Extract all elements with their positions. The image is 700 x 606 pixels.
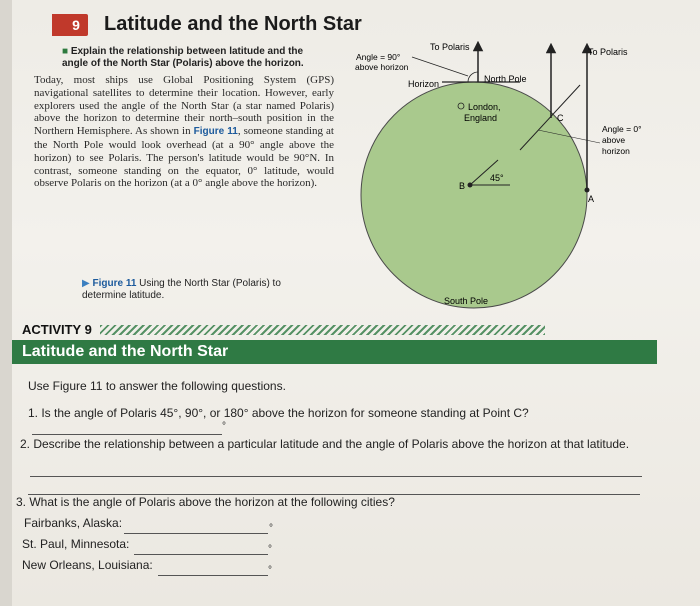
activity-title: Latitude and the North Star [22, 343, 229, 360]
question-3: 3. What is the angle of Polaris above the horizon at the following cities? [16, 495, 395, 509]
city-fairbanks: Fairbanks, Alaska: [24, 516, 123, 530]
degree-mark-fairbanks: ° [269, 523, 273, 534]
point-b-dot [468, 183, 473, 188]
degree-mark-new-orleans: ° [268, 565, 272, 576]
label-horizon: Horizon [408, 79, 440, 89]
objective-text: Explain the relationship between latitude and the angle of the North Star (Polaris) above the horizon. [62, 46, 304, 69]
city-st-paul: St. Paul, Minnesota: [22, 537, 130, 551]
point-a-dot [585, 188, 590, 193]
label-angle-0-1: Angle = 0° [602, 124, 642, 134]
label-angle-0-2: above [602, 135, 626, 145]
answer-line-fairbanks[interactable] [124, 533, 268, 534]
figure-reference: Figure 11 [193, 126, 238, 138]
caption-arrow-icon: ▶ [82, 278, 90, 289]
objective-bullet-icon: ■ [62, 46, 69, 57]
label-angle-0-3: horizon [602, 146, 630, 156]
activity-hatch-decoration [100, 325, 545, 335]
label-angle-90-1: Angle = 90° [356, 52, 401, 62]
section-title: Latitude and the North Star [104, 13, 362, 35]
answer-line-new-orleans[interactable] [158, 575, 268, 576]
degree-mark-1: ° [222, 421, 226, 432]
label-point-a: A [588, 194, 595, 204]
answer-line-1[interactable] [32, 434, 222, 435]
caption-text: Using the North Star (Polaris) to determine latitude. [82, 278, 281, 301]
section-number: 9 [64, 14, 88, 36]
answer-line-st-paul[interactable] [134, 554, 268, 555]
label-london-1: London, [468, 102, 501, 112]
body-text-end: , someone standing at the North Pole would look overhead (at a 90° angle above the horizon) to see Polaris. The person's latitude would be 90°N. In contrast, someone standing on the equator, 0° latitude, would observe Polaris on the horizon (at a 0° angle above the horizon). [34, 125, 334, 190]
label-north-pole: North Pole [484, 74, 527, 84]
label-point-b: B [459, 181, 466, 191]
question-2: 2. Describe the relationship between a particular latitude and the angle of Polaris above the horizon at that latitude. [20, 437, 630, 451]
label-angle-90-2: above horizon [355, 62, 409, 72]
question-1: 1. Is the angle of Polaris 45°, 90°, or 180° above the horizon for someone standing at Point C? [28, 406, 529, 420]
caption-label: Figure 11 [92, 278, 137, 289]
label-angle-45: 45° [490, 173, 504, 183]
angle-90-leader [412, 57, 468, 76]
label-point-c: C [557, 113, 564, 123]
activity-instructions: Use Figure 11 to answer the following questions. [28, 379, 286, 393]
angle-90-arc [468, 72, 478, 82]
city-new-orleans: New Orleans, Louisiana: [22, 558, 153, 572]
label-to-polaris-right: To Polaris [588, 47, 628, 57]
answer-line-2a[interactable] [30, 476, 642, 477]
label-to-polaris-left: To Polaris [430, 42, 470, 52]
degree-mark-st-paul: ° [268, 544, 272, 555]
label-south-pole: South Pole [444, 296, 489, 306]
body-text-start: Today, most ships use Global Positioning System (GPS) navigational satellites to determine their location. However, early explorers used the angle of the North Star (a star named Polaris) above the horizon to determine their north–south position in the Northern Hemisphere. As shown in [34, 74, 334, 138]
label-london-2: England [464, 113, 498, 123]
activity-tag: ACTIVITY 9 [22, 322, 92, 337]
